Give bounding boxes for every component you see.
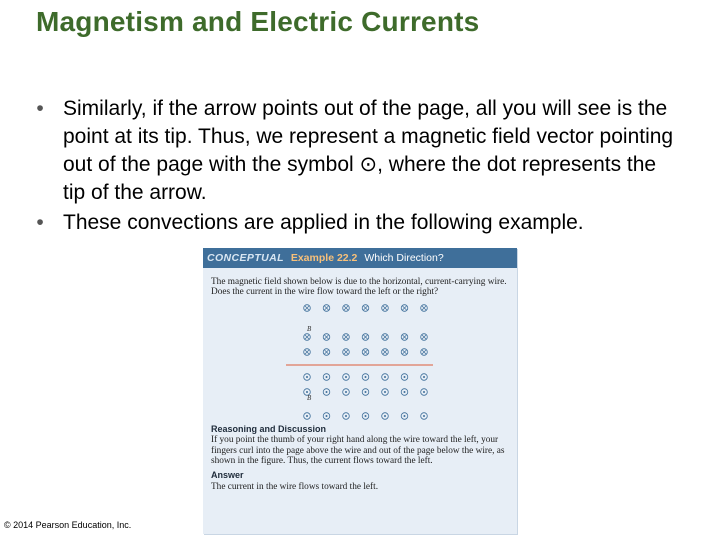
field-out-of-page-icon — [323, 389, 330, 396]
field-out-of-page-icon — [401, 389, 408, 396]
example-title: Which Direction? — [364, 252, 444, 264]
example-panel — [203, 248, 517, 534]
field-out-of-page-icon — [421, 413, 428, 420]
field-into-page-icon — [304, 334, 311, 341]
field-into-page-icon — [343, 305, 350, 312]
bullet-marker: • — [36, 97, 44, 120]
field-into-page-icon — [323, 334, 330, 341]
field-out-of-page-icon — [401, 413, 408, 420]
field-into-page-icon — [323, 305, 330, 312]
field-into-page-icon — [323, 349, 330, 356]
field-into-page-icon — [421, 305, 428, 312]
example-header — [203, 248, 517, 268]
field-out-of-page-icon — [343, 389, 350, 396]
field-into-page-icon — [343, 349, 350, 356]
field-into-page-icon — [343, 334, 350, 341]
field-into-page-icon — [304, 305, 311, 312]
field-out-of-page-icon — [382, 389, 389, 396]
field-out-of-page-icon — [304, 374, 311, 381]
field-out-of-page-icon — [323, 374, 330, 381]
field-out-of-page-icon — [362, 374, 369, 381]
field-out-of-page-icon — [343, 374, 350, 381]
bullet-marker: • — [36, 211, 44, 234]
field-out-of-page-icon — [362, 389, 369, 396]
slide-title: Magnetism and Electric Currents — [36, 6, 480, 37]
field-out-of-page-icon — [401, 374, 408, 381]
field-out-of-page-icon — [304, 413, 311, 420]
reasoning-heading: Reasoning and Discussion — [211, 423, 327, 434]
field-into-page-icon — [421, 334, 428, 341]
field-out-of-page-icon — [323, 413, 330, 420]
field-into-page-icon — [304, 349, 311, 356]
copyright-footer: © 2014 Pearson Education, Inc. — [4, 520, 132, 530]
bullet-item — [30, 95, 680, 207]
field-into-page-icon — [401, 305, 408, 312]
field-into-page-icon — [382, 349, 389, 356]
bullet-list — [30, 95, 680, 239]
field-label-b-above: B — [307, 324, 312, 333]
bullet-text: Similarly, if the arrow points out of the page, all you will see is the point at its tip. Thus, we represent a magnetic field vector pointing out of the page with the symbol ⊙, where the dot represents the tip of the arrow. — [63, 97, 674, 204]
field-into-page-icon — [382, 334, 389, 341]
answer-text: The current in the wire flows toward the left. — [211, 481, 379, 492]
field-out-of-page-icon — [343, 413, 350, 420]
field-label-b-below: B — [307, 393, 312, 402]
field-out-of-page-icon — [382, 374, 389, 381]
magnetic-field-diagram — [211, 302, 507, 420]
field-into-page-icon — [401, 334, 408, 341]
field-out-of-page-icon — [421, 389, 428, 396]
field-into-page-icon — [362, 334, 369, 341]
field-out-of-page-region — [304, 374, 428, 420]
field-out-of-page-icon — [382, 413, 389, 420]
example-number: Example 22.2 — [290, 252, 358, 264]
field-into-page-icon — [401, 349, 408, 356]
field-into-page-icon — [362, 305, 369, 312]
example-label: CONCEPTUAL — [207, 252, 284, 264]
bullet-item — [30, 209, 680, 237]
bullet-text: These convections are applied in the following example. — [63, 211, 584, 234]
field-into-page-icon — [382, 305, 389, 312]
field-into-page-icon — [362, 349, 369, 356]
reasoning-text: If you point the thumb of your right hand along the wire toward the left, your fingers curl into the page above the wire and out of the page below the wire, as shown in the figure. Thus, the current flows toward the left. — [211, 435, 505, 467]
field-into-page-region — [304, 305, 428, 356]
field-out-of-page-icon — [362, 413, 369, 420]
field-into-page-icon — [421, 349, 428, 356]
field-out-of-page-icon — [421, 374, 428, 381]
example-question: The magnetic field shown below is due to the horizontal, current-carrying wire. Does the current in the wire flow toward the left or the right? — [211, 277, 507, 298]
answer-heading: Answer — [211, 470, 244, 481]
